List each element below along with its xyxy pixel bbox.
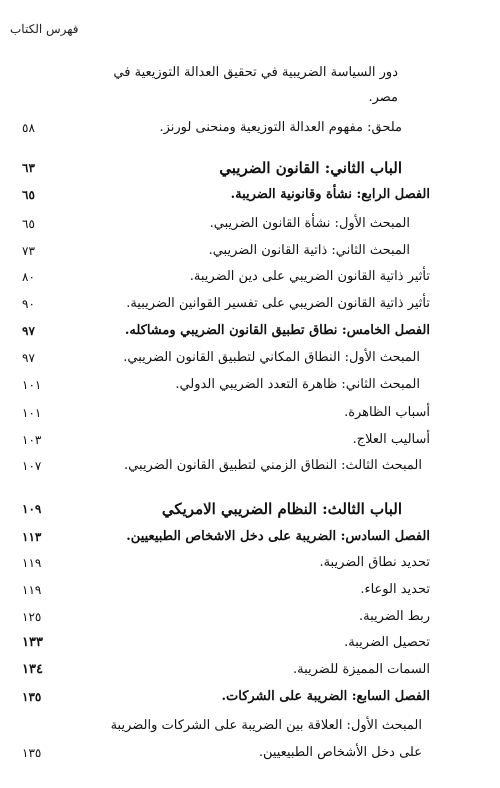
entry-page: ٧٣ xyxy=(22,244,35,258)
entry-page: ٥٨ xyxy=(22,121,35,135)
entry-title: تحصيل الضريبة. xyxy=(344,635,430,650)
entry-page: ٩٧ xyxy=(22,324,35,338)
entry-page: ١٣٥ xyxy=(22,690,42,704)
toc-entry xyxy=(0,267,500,289)
toc-chapter xyxy=(0,185,500,207)
toc-entry xyxy=(0,348,500,370)
toc-entry xyxy=(0,716,500,738)
toc-entry xyxy=(0,553,500,575)
entry-page: ٦٥ xyxy=(22,188,35,202)
chapter-title: الفصل الرابع: نشأة وقانونية الضريبة. xyxy=(230,187,430,202)
toc-entry-continued xyxy=(0,88,500,110)
chapter-title: الفصل السادس: الضريبة على دخل الاشخاص الطبيعيين. xyxy=(126,529,430,544)
toc-entry xyxy=(0,430,500,452)
entry-page: ١٠٩ xyxy=(22,502,42,516)
part-title: الباب الثاني: القانون الضريبي xyxy=(219,159,402,177)
entry-title-continued: مصر. xyxy=(368,90,398,105)
toc-entry xyxy=(0,214,500,236)
entry-title: أسباب الظاهرة. xyxy=(344,405,430,420)
entry-title: المبحث الثالث: النطاق الزمني لتطبيق القانون الضريبي. xyxy=(124,458,422,473)
toc-entry xyxy=(0,456,500,478)
entry-page: ١٣٥ xyxy=(22,746,42,760)
toc-part xyxy=(0,499,500,521)
entry-page: ٩٧ xyxy=(22,351,35,365)
entry-title: المبحث الأول: النطاق المكاني لتطبيق القانون الضريبي. xyxy=(123,350,420,365)
entry-title: السمات المميزة للضريبة. xyxy=(292,662,430,677)
entry-page: ٦٣ xyxy=(22,161,35,175)
entry-page: ١١٩ xyxy=(22,556,42,570)
entry-title: ربط الضريبة. xyxy=(358,609,430,624)
entry-title: تحديد الوعاء. xyxy=(360,582,430,597)
toc-entry xyxy=(0,660,500,682)
toc-chapter xyxy=(0,687,500,709)
entry-page: ٦٥ xyxy=(22,217,35,231)
chapter-title: الفصل السابع: الضريبة على الشركات. xyxy=(221,689,430,704)
toc-entry xyxy=(0,403,500,425)
entry-title: تأثير ذاتية القانون الضريبي على دين الضريبة. xyxy=(189,269,430,284)
entry-title: المبحث الثاني: ظاهرة التعدد الضريبي الدولي. xyxy=(175,377,420,392)
entry-page: ١١٩ xyxy=(22,583,42,597)
entry-page: ٨٠ xyxy=(22,270,35,284)
running-header: فهرس الكتاب xyxy=(10,22,79,36)
toc-entry-continued xyxy=(0,743,500,765)
entry-page: ٩٠ xyxy=(22,297,35,311)
toc-entry xyxy=(0,294,500,316)
toc-part xyxy=(0,158,500,180)
entry-title: تأثير ذاتية القانون الضريبي على تفسير القوانين الضريبية. xyxy=(126,296,430,311)
entry-title: المبحث الثاني: ذاتية القانون الضريبي. xyxy=(208,243,410,258)
entry-page: ١٢٥ xyxy=(22,610,42,624)
entry-title: ملحق: مفهوم العدالة التوزيعية ومنحنى لورنز. xyxy=(159,120,402,135)
entry-title-continued: على دخل الأشخاص الطبيعيين. xyxy=(258,745,422,760)
toc-entry xyxy=(0,241,500,263)
entry-page: ١٠١ xyxy=(22,406,42,420)
toc-entry xyxy=(0,633,500,655)
entry-page: ١٠٣ xyxy=(22,433,42,447)
entry-title: المبحث الأول: نشأة القانون الضريبي. xyxy=(209,216,410,231)
entry-title: أساليب العلاج. xyxy=(352,432,430,447)
toc-entry xyxy=(0,375,500,397)
entry-title: المبحث الأول: العلاقة بين الضريبة على الشركات والضريبة xyxy=(110,718,422,733)
entry-title: دور السياسة الضريبية في تحقيق العدالة التوزيعية في xyxy=(113,65,398,80)
toc-entry xyxy=(0,580,500,602)
toc-chapter xyxy=(0,321,500,343)
part-title: الباب الثالث: النظام الضريبي الامريكي xyxy=(161,500,402,518)
entry-page: ١٣٤ xyxy=(22,662,43,677)
entry-title: تحديد نطاق الضريبة. xyxy=(319,555,430,570)
entry-page: ١٣٣ xyxy=(22,635,43,650)
entry-page: ١٠٧ xyxy=(22,459,42,473)
entry-page: ١٠١ xyxy=(22,378,42,392)
entry-page: ١١٣ xyxy=(22,530,42,544)
toc-entry xyxy=(0,118,500,140)
chapter-title: الفصل الخامس: نطاق تطبيق القانون الضريبي ومشاكله. xyxy=(124,323,430,338)
toc-entry xyxy=(0,607,500,629)
toc-entry xyxy=(0,63,500,85)
toc-chapter xyxy=(0,527,500,549)
